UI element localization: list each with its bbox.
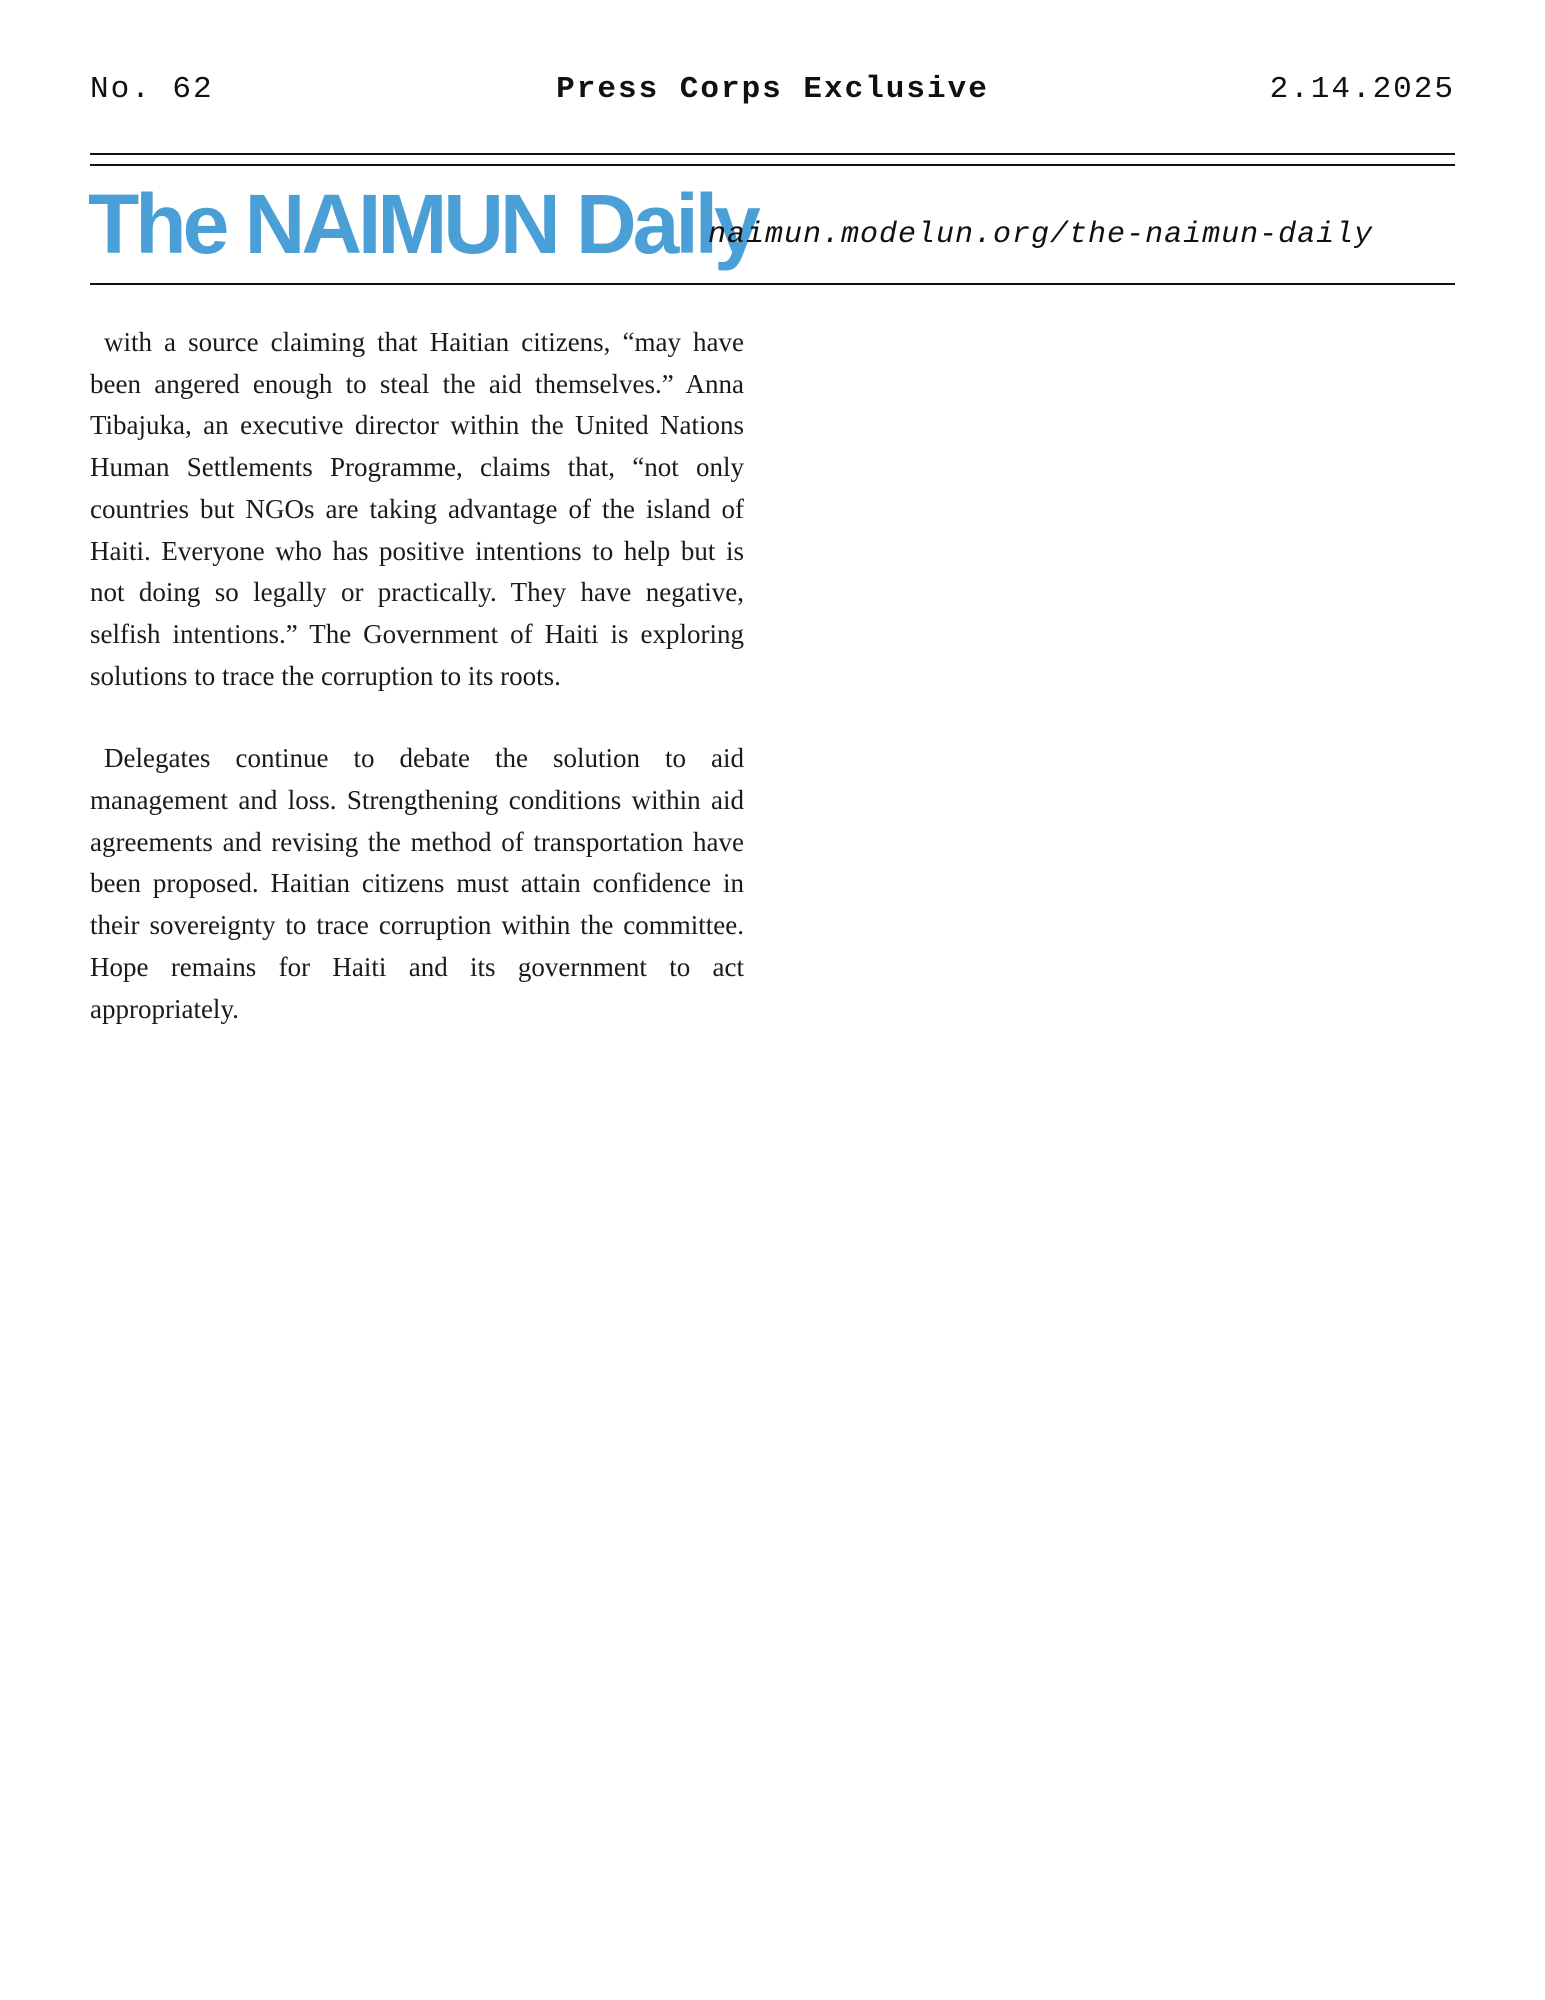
header-divider-top bbox=[90, 153, 1455, 155]
article-paragraph: Delegates continue to debate the solution to aid management and loss. Strengthening conditions within aid agreements and revising the method of transportation have been proposed. Haitian citizens must attain confidence in their sovereignty to trace corruption within the committee. Hope remains for Haiti and its government to act appropriately. bbox=[90, 743, 744, 1024]
issue-number: No. 62 bbox=[90, 72, 214, 107]
section-label: Press Corps Exclusive bbox=[556, 72, 989, 107]
header-divider-second bbox=[90, 164, 1455, 166]
masthead-title: The NAIMUN Daily bbox=[88, 177, 757, 271]
masthead-url: naimun.modelun.org/the-naimun-daily bbox=[708, 218, 1374, 252]
issue-date: 2.14.2025 bbox=[1269, 72, 1455, 107]
article-paragraph: with a source claiming that Haitian citizens, “may have been angered enough to steal the aid themselves.” Anna Tibajuka, an executive director within the United Nations Human Settlements Programme, claims that, “not only countries but NGOs are taking advantage of the island of Haiti. Everyone who has positive intentions to help but is not doing so legally or practically. They have negative, selfish intentions.” The Government of Haiti is exploring solutions to trace the corruption to its roots. bbox=[90, 327, 744, 691]
article-column bbox=[90, 322, 744, 1030]
issue-header bbox=[90, 72, 1455, 112]
newspaper-page bbox=[90, 0, 1455, 2000]
masthead-divider bbox=[90, 283, 1455, 285]
